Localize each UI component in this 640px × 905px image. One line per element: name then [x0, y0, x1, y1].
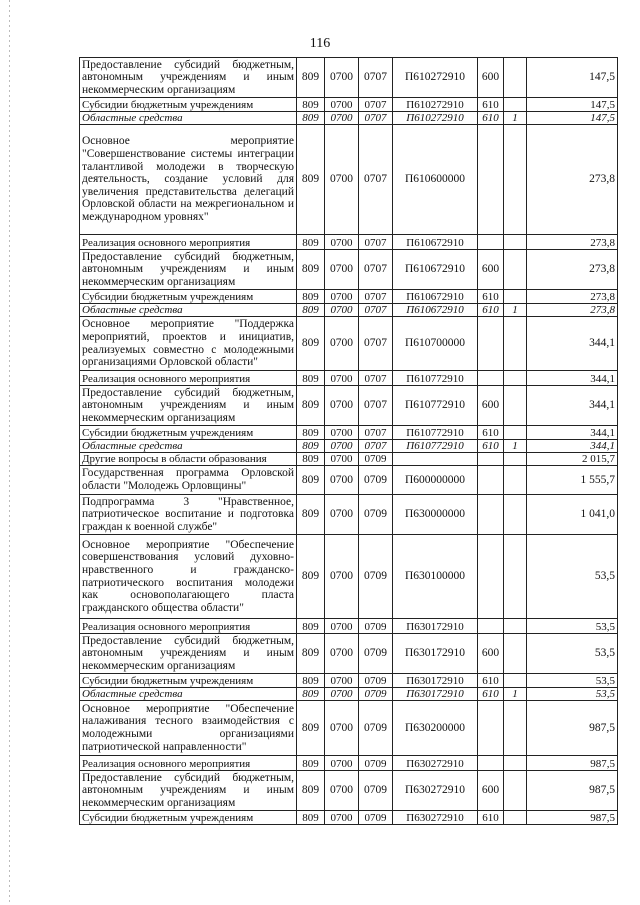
row-target-article-cell: П610672910 — [393, 290, 478, 304]
row-amount-cell: 987,5 — [527, 756, 618, 771]
table-row — [80, 304, 618, 317]
table-row — [80, 98, 618, 112]
row-expense-type-cell — [478, 466, 504, 495]
row-subsection-code-cell: 0709 — [359, 771, 393, 811]
row-subsection-code-cell: 0707 — [359, 112, 393, 125]
row-target-article-cell: П630172910 — [393, 688, 478, 701]
row-target-article-cell — [393, 453, 478, 466]
row-amount-cell: 987,5 — [527, 701, 618, 756]
row-extra-code-cell — [504, 771, 527, 811]
row-amount-cell: 273,8 — [527, 250, 618, 290]
row-expense-type-cell — [478, 235, 504, 250]
row-expense-type-cell: 600 — [478, 771, 504, 811]
row-extra-code-cell — [504, 756, 527, 771]
row-expense-type-cell — [478, 125, 504, 235]
row-ministry-code-cell: 809 — [297, 98, 325, 112]
row-name-cell: Реализация основного мероприятия — [80, 371, 297, 386]
row-name-cell: Субсидии бюджетным учреждениям — [80, 290, 297, 304]
row-subsection-code-cell: 0707 — [359, 426, 393, 440]
row-expense-type-cell — [478, 619, 504, 634]
row-subsection-code-cell: 0707 — [359, 371, 393, 386]
row-subsection-code-cell: 0707 — [359, 317, 393, 371]
row-extra-code-cell — [504, 371, 527, 386]
row-ministry-code-cell: 809 — [297, 371, 325, 386]
row-section-code-cell: 0700 — [325, 453, 359, 466]
row-name-cell: Основное мероприятие "Обеспечение совершенствования условий духовно-нравственного и гражданско-патриотического воспитания молодежи как основополагающего пласта гражданского общества области" — [80, 535, 297, 619]
row-name-cell: Субсидии бюджетным учреждениям — [80, 98, 297, 112]
row-extra-code-cell — [504, 317, 527, 371]
row-ministry-code-cell: 809 — [297, 290, 325, 304]
row-target-article-cell: П630200000 — [393, 701, 478, 756]
row-ministry-code-cell: 809 — [297, 701, 325, 756]
row-subsection-code-cell: 0707 — [359, 304, 393, 317]
table-row — [80, 453, 618, 466]
table-row — [80, 440, 618, 453]
row-name-cell: Областные средства — [80, 440, 297, 453]
row-target-article-cell: П610772910 — [393, 386, 478, 426]
row-target-article-cell: П610600000 — [393, 125, 478, 235]
row-name-cell: Областные средства — [80, 688, 297, 701]
scan-edge-line — [9, 0, 10, 905]
row-amount-cell: 273,8 — [527, 304, 618, 317]
table-row — [80, 235, 618, 250]
row-subsection-code-cell: 0707 — [359, 125, 393, 235]
table-row — [80, 811, 618, 825]
table-row — [80, 317, 618, 371]
row-target-article-cell: П630272910 — [393, 811, 478, 825]
row-section-code-cell: 0700 — [325, 304, 359, 317]
table-row — [80, 426, 618, 440]
row-extra-code-cell — [504, 426, 527, 440]
row-amount-cell: 53,5 — [527, 619, 618, 634]
row-amount-cell: 987,5 — [527, 811, 618, 825]
table-row — [80, 756, 618, 771]
row-expense-type-cell: 610 — [478, 811, 504, 825]
row-target-article-cell: П610272910 — [393, 112, 478, 125]
row-subsection-code-cell: 0707 — [359, 250, 393, 290]
row-subsection-code-cell: 0709 — [359, 634, 393, 674]
row-ministry-code-cell: 809 — [297, 674, 325, 688]
row-section-code-cell: 0700 — [325, 466, 359, 495]
row-name-cell: Реализация основного мероприятия — [80, 756, 297, 771]
table-row — [80, 250, 618, 290]
row-ministry-code-cell: 809 — [297, 304, 325, 317]
row-target-article-cell: П630272910 — [393, 756, 478, 771]
row-subsection-code-cell: 0709 — [359, 674, 393, 688]
row-amount-cell: 147,5 — [527, 98, 618, 112]
row-target-article-cell: П630172910 — [393, 674, 478, 688]
row-expense-type-cell: 610 — [478, 304, 504, 317]
table-row — [80, 619, 618, 634]
row-expense-type-cell: 610 — [478, 674, 504, 688]
table-row — [80, 495, 618, 535]
row-name-cell: Подпрограмма 3 "Нравственное, патриотическое воспитание и подготовка граждан к военной службе" — [80, 495, 297, 535]
row-extra-code-cell: 1 — [504, 112, 527, 125]
row-section-code-cell: 0700 — [325, 440, 359, 453]
row-amount-cell: 344,1 — [527, 386, 618, 426]
table-row — [80, 290, 618, 304]
row-section-code-cell: 0700 — [325, 98, 359, 112]
row-extra-code-cell — [504, 466, 527, 495]
row-section-code-cell: 0700 — [325, 290, 359, 304]
row-ministry-code-cell: 809 — [297, 466, 325, 495]
table-row — [80, 771, 618, 811]
row-expense-type-cell — [478, 756, 504, 771]
row-section-code-cell: 0700 — [325, 811, 359, 825]
row-section-code-cell: 0700 — [325, 426, 359, 440]
row-ministry-code-cell: 809 — [297, 771, 325, 811]
row-ministry-code-cell: 809 — [297, 440, 325, 453]
row-expense-type-cell: 610 — [478, 112, 504, 125]
row-expense-type-cell — [478, 317, 504, 371]
row-expense-type-cell: 610 — [478, 290, 504, 304]
table-row — [80, 125, 618, 235]
row-target-article-cell: П630100000 — [393, 535, 478, 619]
row-extra-code-cell — [504, 674, 527, 688]
row-target-article-cell: П630172910 — [393, 619, 478, 634]
row-subsection-code-cell: 0707 — [359, 235, 393, 250]
row-subsection-code-cell: 0707 — [359, 440, 393, 453]
row-target-article-cell: П610772910 — [393, 371, 478, 386]
row-expense-type-cell: 610 — [478, 440, 504, 453]
row-target-article-cell: П610772910 — [393, 440, 478, 453]
row-amount-cell: 1 555,7 — [527, 466, 618, 495]
row-extra-code-cell: 1 — [504, 304, 527, 317]
row-expense-type-cell: 600 — [478, 386, 504, 426]
row-amount-cell: 987,5 — [527, 771, 618, 811]
row-ministry-code-cell: 809 — [297, 535, 325, 619]
row-ministry-code-cell: 809 — [297, 58, 325, 98]
row-expense-type-cell — [478, 701, 504, 756]
row-target-article-cell: П610772910 — [393, 426, 478, 440]
row-target-article-cell: П610672910 — [393, 235, 478, 250]
row-extra-code-cell — [504, 58, 527, 98]
row-section-code-cell: 0700 — [325, 619, 359, 634]
row-ministry-code-cell: 809 — [297, 250, 325, 290]
row-name-cell: Предоставление субсидий бюджетным, автономным учреждениям и иным некоммерческим организациям — [80, 771, 297, 811]
row-amount-cell: 273,8 — [527, 235, 618, 250]
row-name-cell: Субсидии бюджетным учреждениям — [80, 674, 297, 688]
row-name-cell: Предоставление субсидий бюджетным, автономным учреждениям и иным некоммерческим организациям — [80, 250, 297, 290]
row-ministry-code-cell: 809 — [297, 386, 325, 426]
row-name-cell: Реализация основного мероприятия — [80, 619, 297, 634]
row-name-cell: Основное мероприятие "Поддержка мероприятий, проектов и инициатив, реализуемых совместно с молодежными организациями Орловской области" — [80, 317, 297, 371]
row-ministry-code-cell: 809 — [297, 495, 325, 535]
table-row — [80, 674, 618, 688]
row-amount-cell: 344,1 — [527, 426, 618, 440]
row-extra-code-cell — [504, 98, 527, 112]
row-section-code-cell: 0700 — [325, 58, 359, 98]
row-amount-cell: 344,1 — [527, 371, 618, 386]
row-name-cell: Государственная программа Орловской области "Молодежь Орловщины" — [80, 466, 297, 495]
row-section-code-cell: 0700 — [325, 674, 359, 688]
row-expense-type-cell — [478, 495, 504, 535]
row-section-code-cell: 0700 — [325, 771, 359, 811]
row-target-article-cell: П630172910 — [393, 634, 478, 674]
row-extra-code-cell — [504, 619, 527, 634]
row-extra-code-cell — [504, 235, 527, 250]
row-name-cell: Предоставление субсидий бюджетным, автономным учреждениям и иным некоммерческим организациям — [80, 58, 297, 98]
row-target-article-cell: П610272910 — [393, 98, 478, 112]
table-row — [80, 535, 618, 619]
row-expense-type-cell: 600 — [478, 250, 504, 290]
row-extra-code-cell — [504, 811, 527, 825]
row-extra-code-cell — [504, 535, 527, 619]
row-amount-cell: 53,5 — [527, 674, 618, 688]
row-section-code-cell: 0700 — [325, 250, 359, 290]
row-section-code-cell: 0700 — [325, 688, 359, 701]
row-amount-cell: 344,1 — [527, 440, 618, 453]
table-row — [80, 634, 618, 674]
budget-table — [79, 57, 618, 825]
table-row — [80, 701, 618, 756]
row-amount-cell: 53,5 — [527, 688, 618, 701]
row-section-code-cell: 0700 — [325, 386, 359, 426]
row-extra-code-cell — [504, 386, 527, 426]
row-extra-code-cell — [504, 453, 527, 466]
row-expense-type-cell: 600 — [478, 634, 504, 674]
row-name-cell: Предоставление субсидий бюджетным, автономным учреждениям и иным некоммерческим организациям — [80, 634, 297, 674]
row-section-code-cell: 0700 — [325, 701, 359, 756]
row-section-code-cell: 0700 — [325, 112, 359, 125]
row-section-code-cell: 0700 — [325, 371, 359, 386]
row-amount-cell: 53,5 — [527, 535, 618, 619]
row-expense-type-cell: 600 — [478, 58, 504, 98]
row-expense-type-cell — [478, 371, 504, 386]
row-amount-cell: 344,1 — [527, 317, 618, 371]
row-subsection-code-cell: 0707 — [359, 386, 393, 426]
row-extra-code-cell — [504, 495, 527, 535]
row-subsection-code-cell: 0709 — [359, 756, 393, 771]
row-amount-cell: 273,8 — [527, 290, 618, 304]
row-extra-code-cell — [504, 125, 527, 235]
row-target-article-cell: П610700000 — [393, 317, 478, 371]
row-extra-code-cell — [504, 634, 527, 674]
table-row — [80, 386, 618, 426]
table-row — [80, 58, 618, 98]
row-section-code-cell: 0700 — [325, 317, 359, 371]
row-subsection-code-cell: 0709 — [359, 495, 393, 535]
row-section-code-cell: 0700 — [325, 495, 359, 535]
row-name-cell: Основное мероприятие "Обеспечение налаживания тесного взаимодействия с молодежными организациями патриотической направленности" — [80, 701, 297, 756]
row-expense-type-cell — [478, 535, 504, 619]
row-target-article-cell: П600000000 — [393, 466, 478, 495]
row-subsection-code-cell: 0709 — [359, 811, 393, 825]
row-subsection-code-cell: 0709 — [359, 701, 393, 756]
row-section-code-cell: 0700 — [325, 634, 359, 674]
row-expense-type-cell: 610 — [478, 98, 504, 112]
table-row — [80, 371, 618, 386]
row-section-code-cell: 0700 — [325, 756, 359, 771]
row-target-article-cell: П630000000 — [393, 495, 478, 535]
row-ministry-code-cell: 809 — [297, 688, 325, 701]
row-subsection-code-cell: 0707 — [359, 58, 393, 98]
row-amount-cell: 273,8 — [527, 125, 618, 235]
row-name-cell: Субсидии бюджетным учреждениям — [80, 811, 297, 825]
row-amount-cell: 2 015,7 — [527, 453, 618, 466]
row-name-cell: Областные средства — [80, 304, 297, 317]
row-subsection-code-cell: 0709 — [359, 688, 393, 701]
row-subsection-code-cell: 0707 — [359, 98, 393, 112]
row-ministry-code-cell: 809 — [297, 453, 325, 466]
table-row — [80, 112, 618, 125]
row-subsection-code-cell: 0709 — [359, 535, 393, 619]
row-extra-code-cell — [504, 701, 527, 756]
row-subsection-code-cell: 0709 — [359, 619, 393, 634]
row-subsection-code-cell: 0709 — [359, 453, 393, 466]
row-ministry-code-cell: 809 — [297, 112, 325, 125]
row-amount-cell: 147,5 — [527, 112, 618, 125]
row-section-code-cell: 0700 — [325, 125, 359, 235]
row-section-code-cell: 0700 — [325, 235, 359, 250]
row-amount-cell: 1 041,0 — [527, 495, 618, 535]
row-name-cell: Областные средства — [80, 112, 297, 125]
row-amount-cell: 53,5 — [527, 634, 618, 674]
row-name-cell: Реализация основного мероприятия — [80, 235, 297, 250]
row-extra-code-cell: 1 — [504, 688, 527, 701]
row-subsection-code-cell: 0707 — [359, 290, 393, 304]
page-number: 116 — [309, 36, 331, 51]
budget-table-body — [80, 58, 618, 825]
row-ministry-code-cell: 809 — [297, 619, 325, 634]
row-extra-code-cell: 1 — [504, 440, 527, 453]
row-name-cell: Другие вопросы в области образования — [80, 453, 297, 466]
row-target-article-cell: П630272910 — [393, 771, 478, 811]
row-target-article-cell: П610672910 — [393, 304, 478, 317]
table-row — [80, 466, 618, 495]
row-ministry-code-cell: 809 — [297, 756, 325, 771]
row-ministry-code-cell: 809 — [297, 426, 325, 440]
row-ministry-code-cell: 809 — [297, 125, 325, 235]
row-expense-type-cell: 610 — [478, 426, 504, 440]
row-extra-code-cell — [504, 250, 527, 290]
row-ministry-code-cell: 809 — [297, 811, 325, 825]
row-target-article-cell: П610272910 — [393, 58, 478, 98]
row-amount-cell: 147,5 — [527, 58, 618, 98]
table-row — [80, 688, 618, 701]
row-name-cell: Предоставление субсидий бюджетным, автономным учреждениям и иным некоммерческим организациям — [80, 386, 297, 426]
row-extra-code-cell — [504, 290, 527, 304]
row-expense-type-cell — [478, 453, 504, 466]
row-name-cell: Субсидии бюджетным учреждениям — [80, 426, 297, 440]
row-ministry-code-cell: 809 — [297, 317, 325, 371]
row-expense-type-cell: 610 — [478, 688, 504, 701]
row-section-code-cell: 0700 — [325, 535, 359, 619]
row-name-cell: Основное мероприятие "Совершенствование системы интеграции талантливой молодежи в творческую деятельность, создание условий для увеличения представительства делегаций Орловской области на межрегиональном и международном уровнях" — [80, 125, 297, 235]
row-ministry-code-cell: 809 — [297, 235, 325, 250]
row-subsection-code-cell: 0709 — [359, 466, 393, 495]
row-ministry-code-cell: 809 — [297, 634, 325, 674]
row-target-article-cell: П610672910 — [393, 250, 478, 290]
